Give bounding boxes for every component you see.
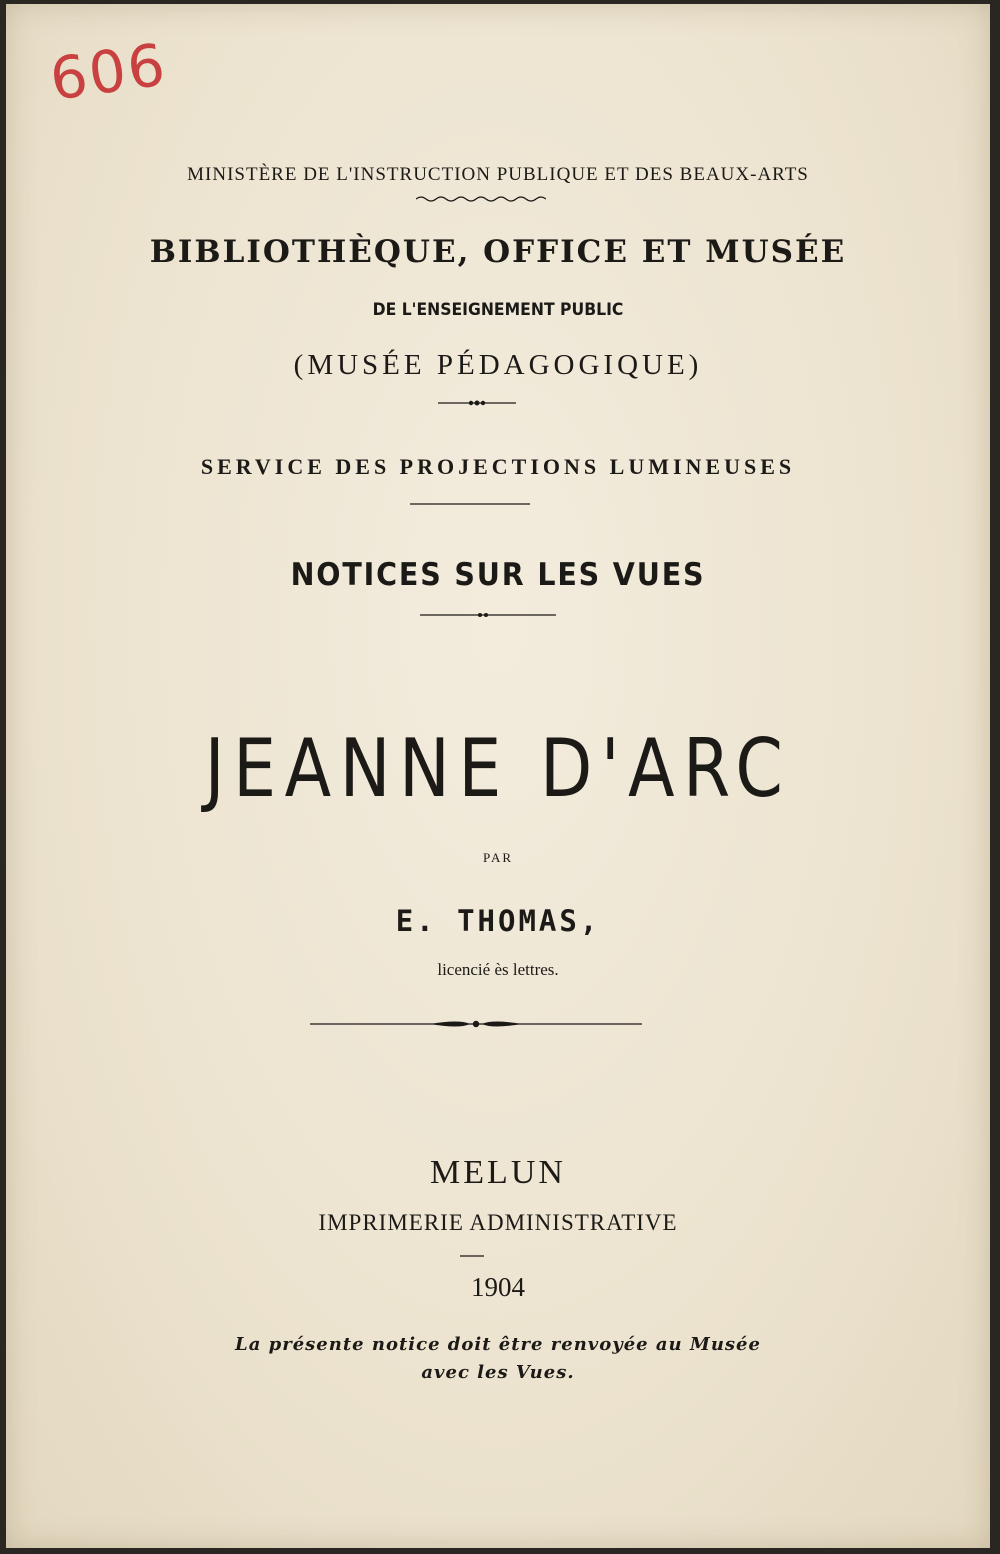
dotted-rule-ornament <box>420 610 556 620</box>
institution-subtitle: DE L'ENSEIGNEMENT PUBLIC <box>372 300 624 320</box>
swell-rule-ornament <box>310 1017 642 1031</box>
ministry-line: MINISTÈRE DE L'INSTRUCTION PUBLIQUE ET DES BEAUX-ARTS <box>187 164 809 185</box>
notices-heading: NOTICES SUR LES VUES <box>290 557 706 593</box>
imprint-year: 1904 <box>471 1272 525 1302</box>
diamond-rule-ornament <box>438 398 516 408</box>
institution-title: BIBLIOTHÈQUE, OFFICE ET MUSÉE <box>149 234 847 270</box>
author-credential: licencié ès lettres. <box>437 960 559 979</box>
return-note-line1: La présente notice doit être renvoyée au Musée <box>235 1334 761 1355</box>
handwritten-number: 606 <box>45 30 171 114</box>
imprint-city: MELUN <box>430 1154 566 1191</box>
document-page <box>6 4 990 1548</box>
author-name: E. THOMAS, <box>395 904 601 938</box>
author-par: PAR <box>482 850 514 865</box>
tiny-rule <box>460 1254 484 1258</box>
imprint-printer: IMPRIMERIE ADMINISTRATIVE <box>318 1210 678 1235</box>
short-rule <box>410 502 530 506</box>
wave-ornament <box>416 194 546 204</box>
work-title: JEANNE D'ARC <box>204 722 792 815</box>
service-line: SERVICE DES PROJECTIONS LUMINEUSES <box>200 454 796 479</box>
return-note-line2: avec les Vues. <box>421 1362 575 1383</box>
institution-alt-name: (MUSÉE PÉDAGOGIQUE) <box>293 349 703 381</box>
